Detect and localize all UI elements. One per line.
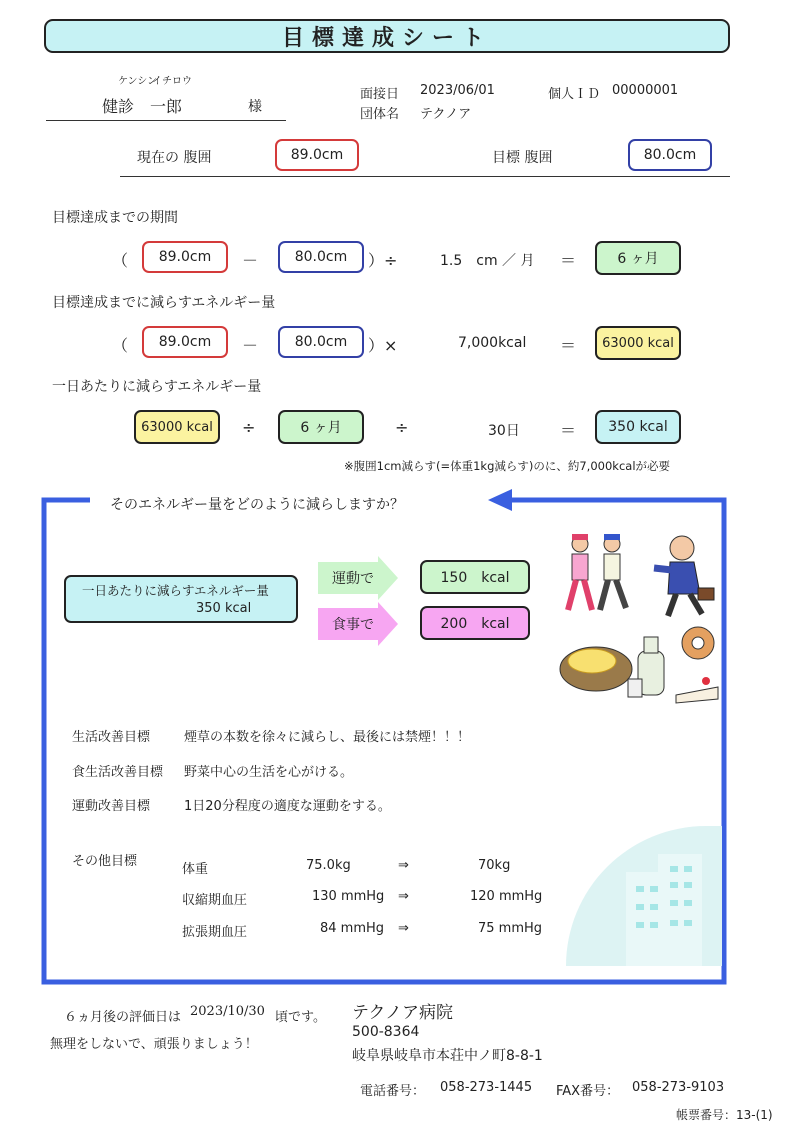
- other-goal-arrow: ⇒: [398, 889, 409, 904]
- diet-goal-label: 食生活改善目標: [72, 765, 164, 780]
- exercise-value-box: 150 kcal: [420, 560, 530, 594]
- other-goal-from: 84 mmHg: [320, 921, 385, 936]
- other-goal-arrow: ⇒: [398, 858, 409, 873]
- plan-daily-label: 一日あたりに減らすエネルギー量: [82, 583, 269, 598]
- period-open-paren: （: [112, 251, 129, 270]
- walking-people-illustration: [558, 530, 638, 620]
- exam-date-label: 面接日: [360, 87, 400, 102]
- page-title: 目標達成シート: [281, 25, 492, 51]
- energy-note: ※腹囲1cm減らす(=体重1kg減らす)のに、約7,000kcalが必要: [344, 459, 671, 473]
- other-goal-from: 130 mmHg: [312, 889, 385, 904]
- tel-number: 058-273-1445: [440, 1080, 533, 1095]
- energy-result-box: 63000 kcal: [595, 326, 681, 360]
- energy-equals: ＝: [560, 336, 577, 355]
- personal-id-label: 個人ＩＤ: [548, 87, 601, 102]
- period-target-box: 80.0cm: [278, 241, 364, 273]
- eval-suffix: 頃です。: [275, 1010, 326, 1025]
- energy-target-box: 80.0cm: [278, 326, 364, 358]
- honorific: 様: [248, 99, 262, 115]
- energy-heading: 目標達成までに減らすエネルギー量: [52, 295, 276, 311]
- other-goal-name: 拡張期血圧: [182, 925, 248, 940]
- energy-open-paren: （: [112, 336, 129, 355]
- energy-close-times: ）×: [368, 336, 398, 355]
- other-goal-to: 120 mmHg: [470, 889, 543, 904]
- daily-divide-2: ÷: [395, 418, 409, 437]
- life-goal-text: 煙草の本数を徐々に減らし、最後には禁煙！！！: [184, 730, 471, 745]
- patient-name: 健診 一郎: [102, 97, 183, 116]
- exam-date: 2023/06/01: [420, 83, 495, 98]
- energy-factor: 7,000kcal: [458, 335, 527, 351]
- fax-number: 058-273-9103: [632, 1080, 725, 1095]
- diet-goal-text: 野菜中心の生活を心がける。: [184, 765, 354, 780]
- period-heading: 目標達成までの期間: [52, 210, 178, 226]
- diet-value-box: 200 kcal: [420, 606, 530, 640]
- hospital-watermark: [566, 826, 722, 978]
- energy-current-box: 89.0cm: [142, 326, 228, 358]
- target-waist-label: 目標 腹囲: [492, 150, 553, 166]
- daily-result-box: 350 kcal: [595, 410, 681, 444]
- plan-daily-box: [64, 575, 298, 623]
- exercise-label: 運動で: [332, 571, 374, 587]
- current-waist-label: 現在の 腹囲: [137, 150, 212, 166]
- exercise-goal-label: 運動改善目標: [72, 799, 151, 814]
- tel-label: 電話番号：: [360, 1084, 426, 1099]
- eval-prefix: ６ヵ月後の評価日は: [64, 1010, 182, 1025]
- hospital-zip: 500-8364: [352, 1024, 420, 1040]
- period-close-divide: ）÷: [368, 251, 398, 270]
- energy-minus: －: [242, 336, 259, 355]
- other-goal-name: 収縮期血圧: [182, 893, 248, 908]
- encourage-text: 無理をしないで、頑張りましょう！: [50, 1037, 258, 1052]
- current-waist-box: 89.0cm: [275, 139, 359, 171]
- daily-total-box: 63000 kcal: [134, 410, 220, 444]
- group-label: 団体名: [360, 107, 400, 122]
- daily-divide-1: ÷: [242, 418, 256, 437]
- hospital-name: テクノア病院: [352, 1003, 453, 1023]
- eval-date: 2023/10/30: [190, 1004, 265, 1019]
- other-goal-to: 70kg: [478, 858, 511, 873]
- other-goal-to: 75 mmHg: [478, 921, 543, 936]
- businessman-illustration: [650, 532, 720, 618]
- other-goal-name: 体重: [182, 862, 209, 877]
- personal-id: 00000001: [612, 83, 679, 98]
- hospital-address: 岐阜県岐阜市本荘中ノ町8-8-1: [352, 1048, 543, 1064]
- other-goal-arrow: ⇒: [398, 921, 409, 936]
- diet-label: 食事で: [332, 617, 374, 633]
- food-illustration: [558, 625, 724, 705]
- daily-days: 30日: [488, 423, 520, 439]
- name-kana-first: イチロウ: [152, 76, 192, 87]
- fax-label: FAX番号：: [556, 1084, 620, 1099]
- daily-heading: 一日あたりに減らすエネルギー量: [52, 379, 262, 395]
- period-current-box: 89.0cm: [142, 241, 228, 273]
- name-kana-last: ケンシン: [118, 76, 157, 87]
- plan-daily-value: 350 kcal: [196, 601, 252, 616]
- group-name: テクノア: [420, 107, 472, 122]
- form-number: 帳票番号：13-(1): [676, 1108, 773, 1122]
- daily-months-box: 6 ヶ月: [278, 410, 364, 444]
- exercise-goal-text: 1日20分程度の適度な運動をする。: [184, 799, 391, 814]
- period-rate: 1.5 cm ／ 月: [440, 253, 535, 269]
- plan-question: そのエネルギー量をどのように減らしますか？: [106, 494, 408, 514]
- other-goal-label: その他目標: [72, 854, 138, 869]
- other-goal-from: 75.0kg: [306, 858, 351, 873]
- period-equals: ＝: [560, 251, 577, 270]
- target-waist-box: 80.0cm: [628, 139, 712, 171]
- period-minus: －: [242, 251, 259, 270]
- period-result-box: 6 ヶ月: [595, 241, 681, 275]
- life-goal-label: 生活改善目標: [72, 730, 151, 745]
- daily-equals: ＝: [560, 421, 577, 440]
